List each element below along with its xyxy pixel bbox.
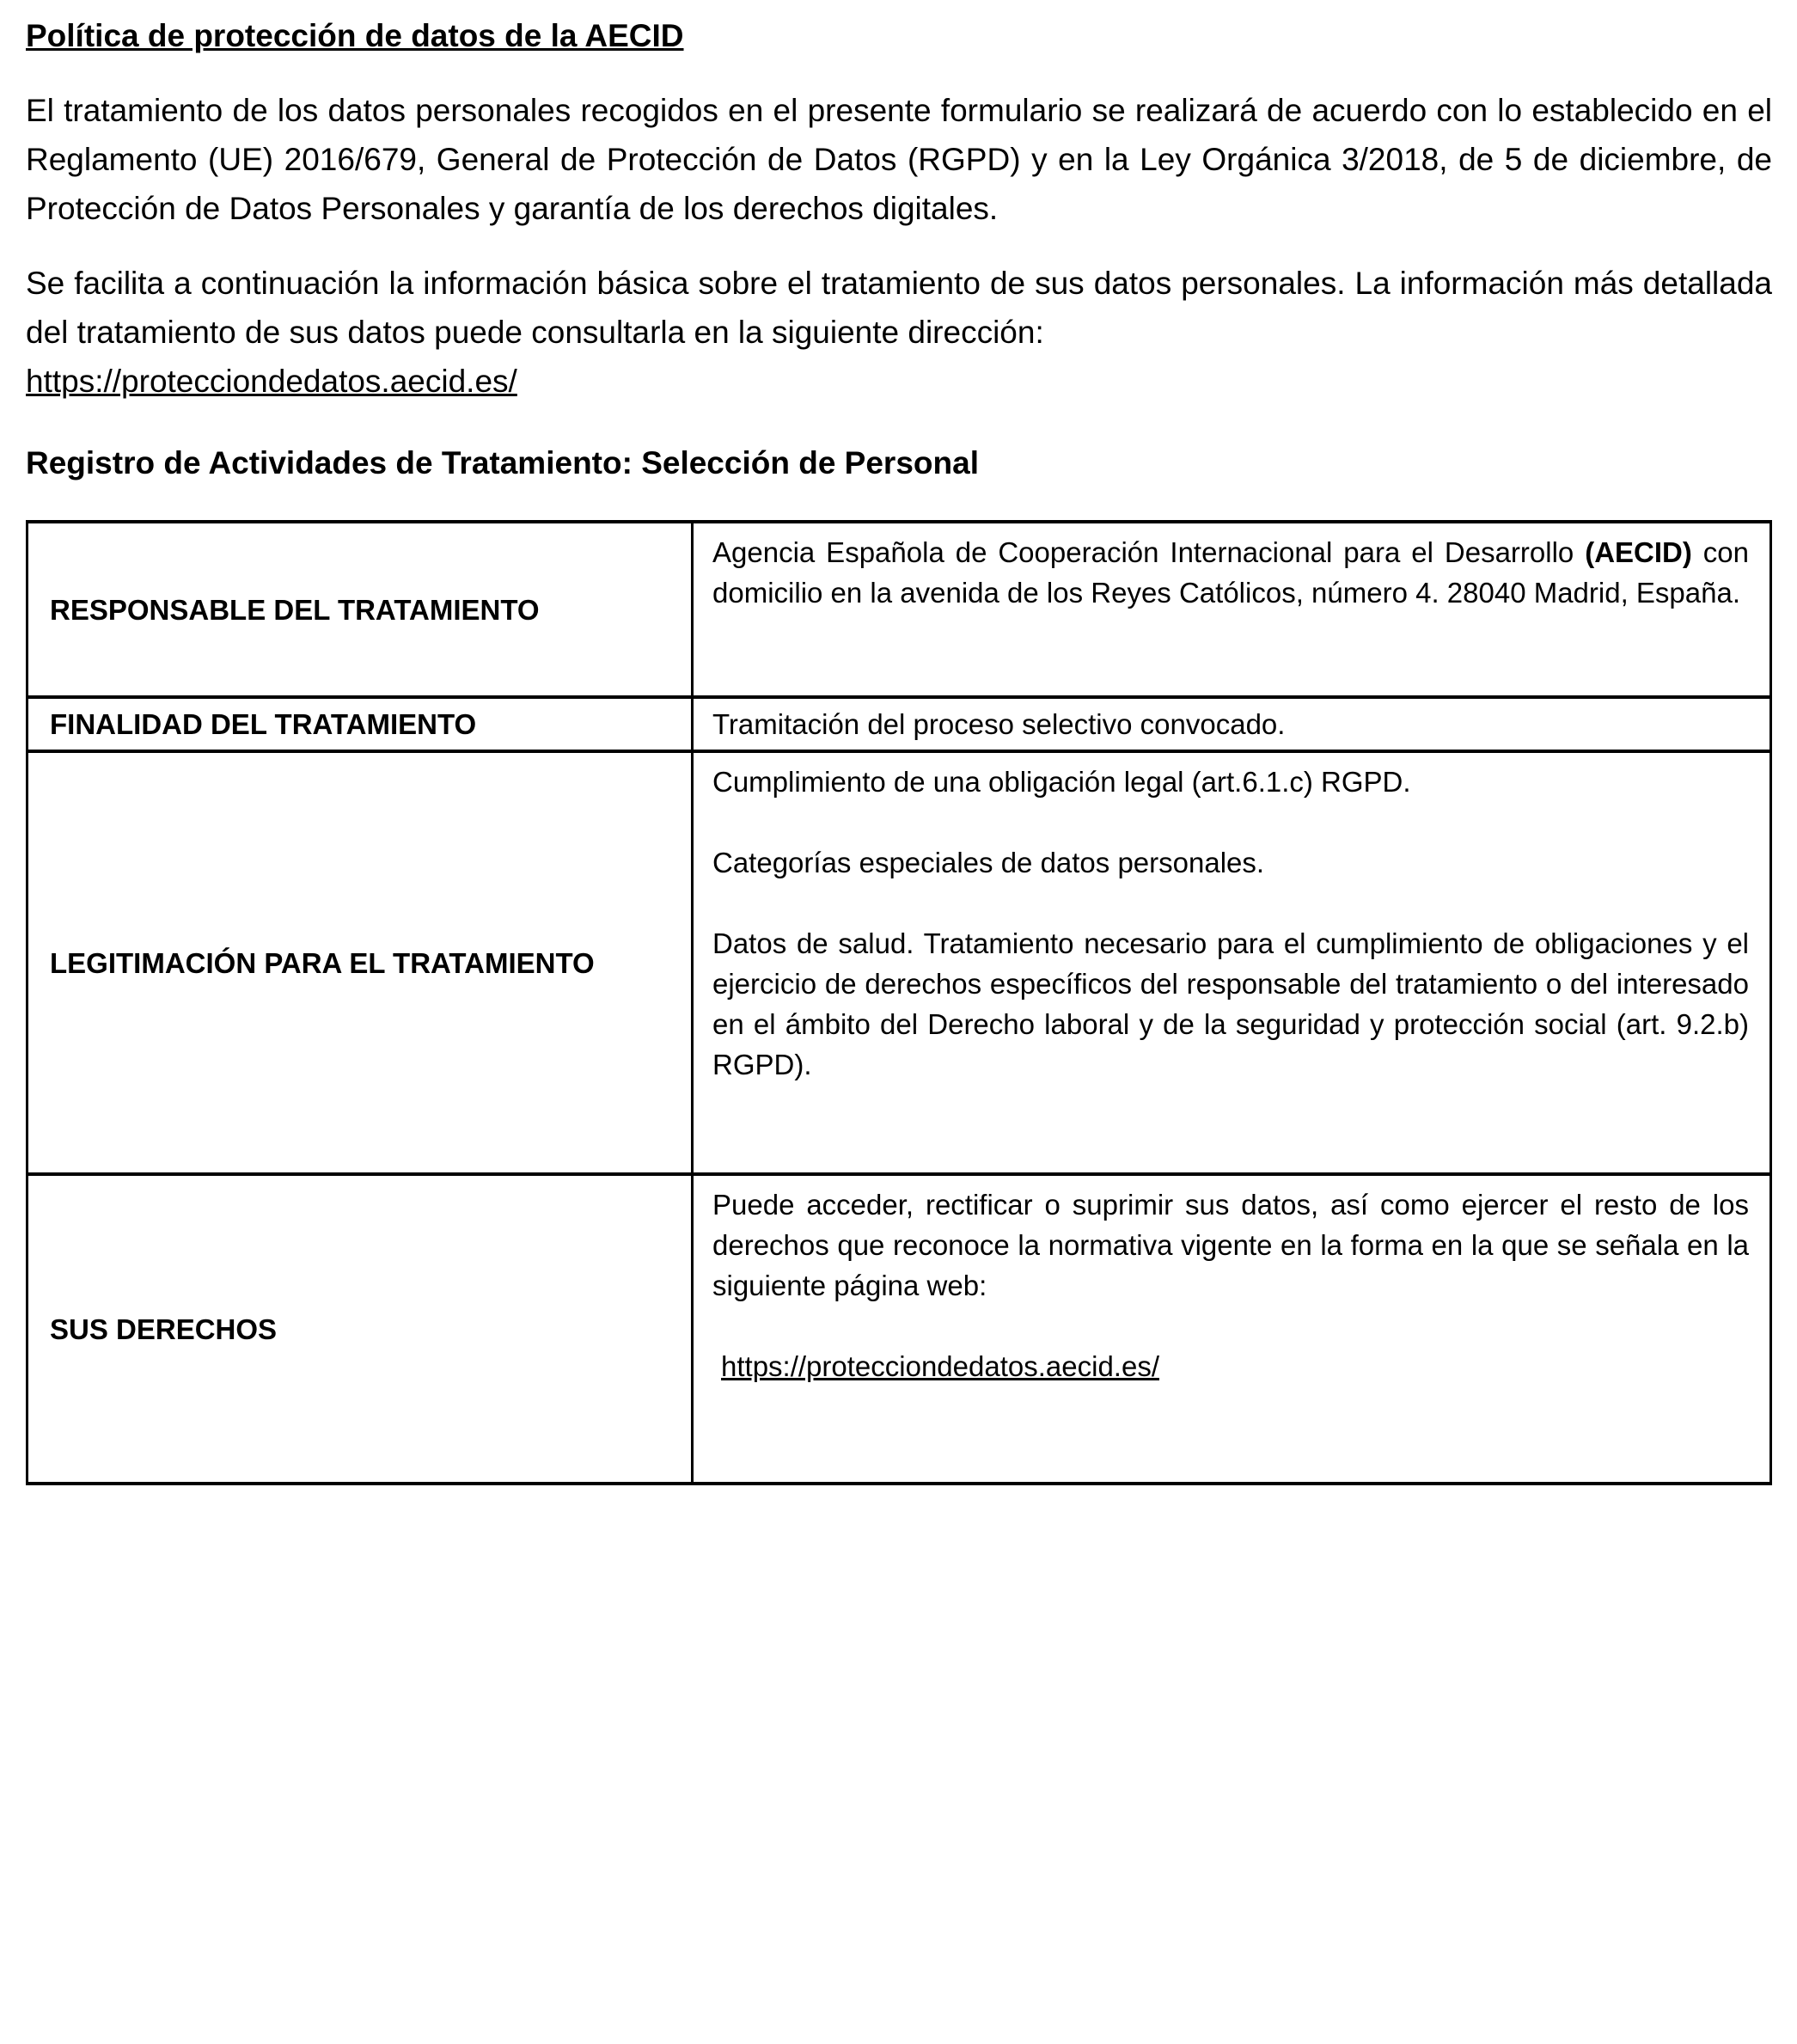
intro-paragraph-2-text: Se facilita a continuación la información básica sobre el tratamiento de sus datos personales. La información más detallada del tratamiento de sus datos puede consultarla en la siguiente dirección: xyxy=(26,266,1772,350)
row-value-responsable xyxy=(693,522,1771,697)
table-row-responsable xyxy=(28,522,1771,697)
legitimacion-paragraph-2: Categorías especiales de datos personales. xyxy=(712,847,1265,878)
page-title: Política de protección de datos de la AECID xyxy=(26,18,684,53)
row-header-legitimacion: LEGITIMACIÓN PARA EL TRATAMIENTO xyxy=(28,751,693,1174)
treatment-activities-table xyxy=(26,520,1772,1485)
row-value-derechos xyxy=(693,1174,1771,1484)
derechos-url-link[interactable]: https://protecciondedatos.aecid.es/ xyxy=(721,1350,1159,1382)
intro-paragraph-2 xyxy=(26,259,1772,406)
section-heading: Registro de Actividades de Tratamiento: Selección de Personal xyxy=(26,445,979,480)
row-header-derechos: SUS DERECHOS xyxy=(28,1174,693,1484)
row-header-responsable: RESPONSABLE DEL TRATAMIENTO xyxy=(28,522,693,697)
table-row-derechos xyxy=(28,1174,1771,1484)
row-value-finalidad xyxy=(693,697,1771,751)
row-value-legitimacion xyxy=(693,751,1771,1174)
table-row-finalidad xyxy=(28,697,1771,751)
aecid-acronym: (AECID) xyxy=(1585,536,1692,568)
privacy-policy-url-link[interactable]: https://protecciondedatos.aecid.es/ xyxy=(26,364,517,399)
finalidad-text: Tramitación del proceso selectivo convocado. xyxy=(712,708,1286,740)
table-row-legitimacion xyxy=(28,751,1771,1174)
legitimacion-paragraph-1: Cumplimiento de una obligación legal (art.6.1.c) RGPD. xyxy=(712,766,1411,798)
intro-paragraph-1: El tratamiento de los datos personales recogidos en el presente formulario se realizará de acuerdo con lo establecido en el Reglamento (UE) 2016/679, General de Protección de Datos (RGPD) y en la Ley Orgánica 3/2018, de 5 de diciembre, de Protección de Datos Personales y garantía de los derechos digitales. xyxy=(26,93,1772,226)
derechos-text: Puede acceder, rectificar o suprimir sus datos, así como ejercer el resto de los derechos que reconoce la normativa vigente en la forma en la que se señala en la siguiente página web: xyxy=(712,1189,1749,1301)
responsable-text: Agencia Española de Cooperación Internacional para el Desarrollo (AECID) con domicilio en la avenida de los Reyes Católicos, número 4. 28040 Madrid, España. xyxy=(712,536,1749,609)
legitimacion-paragraph-3: Datos de salud. Tratamiento necesario para el cumplimiento de obligaciones y el ejercicio de derechos específicos del responsable del tratamiento o del interesado en el ámbito del Derecho laboral y de la seguridad y protección social (art. 9.2.b) RGPD). xyxy=(712,927,1749,1080)
row-header-finalidad: FINALIDAD DEL TRATAMIENTO xyxy=(28,697,693,751)
